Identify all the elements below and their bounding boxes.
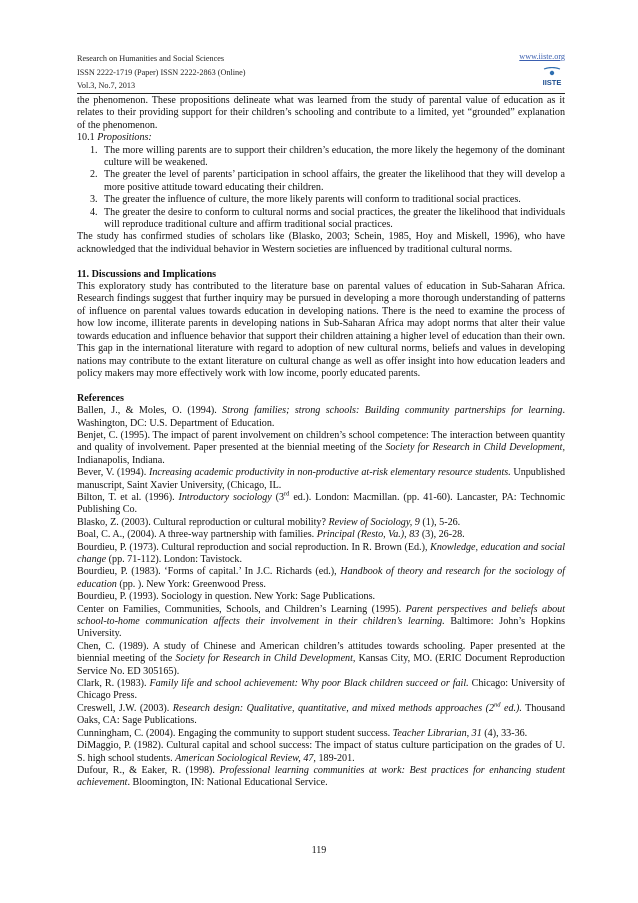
reference-text: Bourdieu, P. (1993). Sociology in question. New York: Sage Publications. bbox=[77, 591, 376, 603]
reference-text-tail: Baltimore: John’s Hopkins University. bbox=[77, 616, 566, 640]
reference-text: Boal, C. A., (2004). A three-way partnership with families. bbox=[77, 529, 317, 541]
reference-text-tail: (pp. 71-112). London: Tavistock. bbox=[106, 554, 242, 565]
reference-superscript: nd bbox=[494, 701, 501, 709]
propositions-list bbox=[77, 145, 565, 232]
references-list bbox=[77, 405, 565, 790]
paper-body bbox=[77, 95, 565, 790]
proposition-number: 4. bbox=[90, 206, 98, 218]
reference-entry bbox=[77, 492, 565, 517]
reference-text: Benjet, C. (1995). The impact of parent involvement on children’s school competence: The interaction between quantity and quality of involvement. Paper presented at the biennial meeting of the bbox=[77, 429, 565, 454]
reference-title-continued: ed.). bbox=[500, 702, 522, 714]
reference-title: Principal (Resto, Va.), 83 bbox=[316, 529, 420, 541]
reference-text-tail: (4), 33-36. bbox=[481, 727, 528, 739]
reference-entry bbox=[77, 678, 565, 703]
proposition-number: 2. bbox=[90, 169, 98, 181]
journal-title: Research on Humanities and Social Sciences bbox=[77, 54, 225, 63]
reference-text: Center on Families, Communities, Schools, and Children’s Learning (1995). bbox=[77, 603, 406, 615]
reference-title: Review of Sociology, 9 bbox=[328, 516, 420, 528]
reference-entry bbox=[77, 641, 565, 678]
proposition-item bbox=[77, 207, 565, 232]
logo-text: IISTE bbox=[542, 78, 562, 87]
reference-text: Cunningham, C. (2004). Engaging the community to support student success. bbox=[77, 727, 393, 739]
reference-text-tail: . Bloomington, IN: National Educational Service. bbox=[127, 777, 328, 789]
proposition-text: The greater the influence of culture, the more likely parents will conform to traditional social practices. bbox=[104, 194, 521, 206]
reference-title: Family life and school achievement: Why poor Black children succeed or fail. bbox=[149, 678, 469, 690]
references-heading: References bbox=[77, 392, 124, 404]
journal-url-link[interactable]: www.iiste.org bbox=[519, 52, 565, 61]
journal-header bbox=[77, 52, 246, 93]
header-divider bbox=[77, 93, 565, 94]
propositions-heading bbox=[77, 132, 565, 144]
reference-text: Bourdieu, P. (1973). Cultural reproduction and social reproduction. In R. Brown (Ed.), bbox=[77, 541, 431, 553]
reference-text-tail: (3 bbox=[271, 491, 285, 503]
reference-text-tail: Chicago: University of Chicago Press. bbox=[77, 678, 565, 702]
proposition-text: The greater the level of parents’ participation in school affairs, the greater the likelihood that they will develop a more positive attitude toward educating their children. bbox=[104, 169, 565, 193]
intro-paragraph: the phenomenon. These propositions delineate what was learned from the study of parental value of education as it relates to their providing support for their children’s schooling and contribute to a limited, yet “grounded” explanation of the phenomenon. bbox=[77, 95, 565, 131]
reference-text-tail: . Washington, DC: U.S. Department of Education. bbox=[77, 405, 565, 429]
reference-text: DiMaggio, P. (1982). Cultural capital and school success: The impact of status culture participation on the grades of U. S. high school students. bbox=[77, 740, 565, 764]
reference-entry bbox=[77, 430, 565, 467]
reference-title: Society for Research in Child Development, bbox=[175, 653, 356, 665]
reference-text-tail: 189-201. bbox=[315, 752, 355, 764]
reference-title: Handbook of theory and research for the sociology of education bbox=[77, 566, 565, 590]
reference-text: Creswell, J.W. (2003). bbox=[77, 702, 173, 714]
discussion-heading: 11. Discussions and Implications bbox=[77, 268, 217, 280]
reference-title: Research design: Qualitative, quantitative, and mixed methods approaches (2 bbox=[172, 702, 495, 714]
reference-entry bbox=[77, 765, 565, 790]
proposition-item bbox=[77, 145, 565, 170]
iiste-logo-icon bbox=[540, 67, 564, 89]
reference-entry bbox=[77, 740, 565, 765]
reference-text-tail: (pp. ). New York: Greenwood Press. bbox=[116, 578, 266, 590]
reference-text: Clark, R. (1983). bbox=[77, 678, 150, 690]
reference-text-tail: (3), 26-28. bbox=[419, 529, 465, 541]
page-number: 119 bbox=[311, 845, 327, 856]
reference-entry bbox=[77, 566, 565, 591]
propositions-title: Propositions: bbox=[97, 132, 152, 144]
reference-title: Professional learning communities at work: Best practices for enhancing student achievement bbox=[77, 764, 566, 789]
reference-title: Knowledge, education and social change bbox=[77, 541, 565, 565]
reference-entry bbox=[77, 591, 565, 603]
reference-title: Society for Research in Child Development, bbox=[385, 442, 566, 454]
reference-entry bbox=[77, 517, 565, 529]
reference-text-tail: Unpublished manuscript, Saint Xavier University, (Chicago, IL. bbox=[77, 467, 565, 491]
reference-text: Blasko, Z. (2003). Cultural reproduction or cultural mobility? bbox=[77, 516, 329, 528]
proposition-item bbox=[77, 194, 565, 206]
reference-title: Parent perspectives and beliefs about school-to-home communication affects their involvement in their children’s learning. bbox=[77, 603, 566, 628]
reference-text-tail: Indianapolis, Indiana. bbox=[77, 454, 165, 466]
reference-entry bbox=[77, 728, 565, 740]
proposition-text: The greater the desire to conform to cultural norms and social practices, the greater the likelihood that individuals will reproduce traditional culture and affirm traditional social practices. bbox=[104, 206, 565, 231]
reference-text: Bever, V. (1994). bbox=[77, 467, 149, 479]
reference-title: Increasing academic productivity in non-productive at-risk elementary resource students. bbox=[149, 467, 511, 479]
journal-issn: ISSN 2222-1719 (Paper) ISSN 2222-2863 (Online) bbox=[77, 67, 246, 77]
reference-entry bbox=[77, 405, 565, 430]
reference-title: Strong families; strong schools: Building community partnerships for learning bbox=[222, 405, 563, 417]
reference-title: American Sociological Review, 47, bbox=[175, 752, 316, 764]
reference-entry bbox=[77, 703, 565, 728]
reference-text: Bourdieu, P. (1983). ‘Forms of capital.’ In J.C. Richards (ed.), bbox=[77, 566, 341, 578]
reference-text-end: ed.). London: Macmillan. (pp. 41-60). Lancaster, PA: Technomic Publishing Co. bbox=[77, 491, 565, 516]
reference-title: Teacher Librarian, 31 bbox=[392, 727, 482, 739]
journal-volume: Vol.3, No.7, 2013 bbox=[77, 81, 136, 90]
reference-text-tail: (1), 5-26. bbox=[419, 516, 461, 528]
reference-entry bbox=[77, 529, 565, 541]
reference-text: Bilton, T. et al. (1996). bbox=[77, 491, 179, 503]
confirmation-paragraph: The study has confirmed studies of scholars like (Blasko, 2003; Schein, 1985, Hoy and Miskell, 1996), who have acknowledged that the individual behavior in Western societies are influenced by traditional cultural norms. bbox=[77, 231, 565, 255]
reference-text: Dufour, R., & Eaker, R. (1998). bbox=[77, 764, 220, 776]
propositions-number: 10.1 bbox=[77, 132, 95, 144]
reference-entry bbox=[77, 467, 565, 492]
proposition-item bbox=[77, 169, 565, 194]
reference-text: Ballen, J., & Moles, O. (1994). bbox=[77, 405, 223, 417]
reference-entry bbox=[77, 604, 565, 641]
reference-title: Introductory sociology bbox=[178, 491, 272, 503]
discussion-paragraph: This exploratory study has contributed to the literature base on parental values of education in Sub-Saharan Africa. Research findings suggest that further inquiry may be pursued in developing a more thorough understanding of patterns of influence on parental values towards education in developing nations. There is the need to examine the process of how low income, illiterate parents in developing nations in Sub-Saharan Africa may adopt norms that alter their value towards education and influence behavior that support their children attaining a higher level of education than their own. This gap in the international literature with regard to adoption of new cultural norms, beliefs and values in developing nations may contribute to the extant literature on cultural change as well as offer insight into how education leaders and policy makers may more effectively work with low income, poorly educated parents. bbox=[77, 281, 565, 379]
reference-superscript: rd bbox=[284, 490, 290, 498]
proposition-text: The more willing parents are to support their children’s education, the more likely the hegemony of the dominant culture will be weakened. bbox=[104, 144, 565, 169]
reference-text-tail: Kansas City, MO. (ERIC Document Reproduction Service No. ED 305165). bbox=[77, 653, 565, 677]
proposition-number: 1. bbox=[90, 144, 98, 156]
proposition-number: 3. bbox=[90, 194, 98, 206]
reference-text: Chen, C. (1989). A study of Chinese and American children’s attitudes towards schooling. Paper presented at the biennial meeting of the bbox=[77, 640, 565, 665]
reference-entry bbox=[77, 542, 565, 567]
reference-text-tail: Thousand Oaks, CA: Sage Publications. bbox=[77, 702, 565, 727]
